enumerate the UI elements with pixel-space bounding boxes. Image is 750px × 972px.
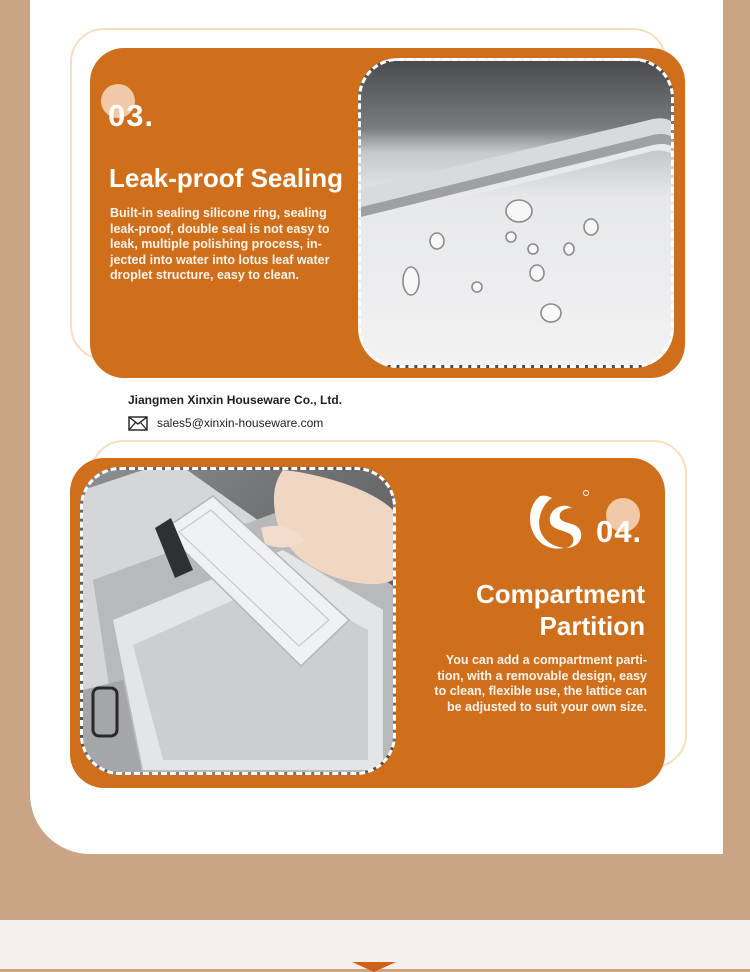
company-name: Jiangmen Xinxin Houseware Co., Ltd. xyxy=(128,393,343,407)
compartment-divider-photo xyxy=(80,467,396,775)
description-line: Built-in sealing silicone ring, sealing xyxy=(110,206,327,220)
title-line: Partition xyxy=(539,611,645,641)
section-03-number: 03. xyxy=(108,98,155,133)
envelope-icon xyxy=(128,416,148,431)
section-04-title xyxy=(476,578,645,642)
divider-illustration xyxy=(83,470,396,775)
section-04-number: 04. xyxy=(596,514,643,549)
description-line: droplet structure, easy to clean. xyxy=(110,268,299,282)
email-link[interactable]: sales5@xinxin-houseware.com xyxy=(157,416,324,430)
description-line: You can add a compartment parti- xyxy=(445,653,647,667)
description-line: jected into water into lotus leaf water xyxy=(110,252,330,267)
email-row xyxy=(128,414,323,432)
title-line: Compartment xyxy=(475,579,645,609)
section-04-description xyxy=(397,653,647,715)
description-line: leak, multiple polishing process, in- xyxy=(110,237,322,251)
description-line: tion, with a removable design, easy xyxy=(437,668,647,683)
description-line: be adjusted to suit your own size. xyxy=(446,699,647,714)
lid-water-droplets-photo xyxy=(358,58,674,368)
brand-logo-icon xyxy=(524,490,590,552)
description-line: to clean, flexible use, the lattice can xyxy=(434,684,647,698)
section-03-description xyxy=(110,206,350,284)
description-line: leak-proof, double seal is not easy to xyxy=(110,221,330,236)
section-03-title: Leak-proof Sealing xyxy=(109,163,344,193)
lid-droplets-illustration xyxy=(361,61,674,368)
footer-chevron-icon xyxy=(352,962,396,972)
